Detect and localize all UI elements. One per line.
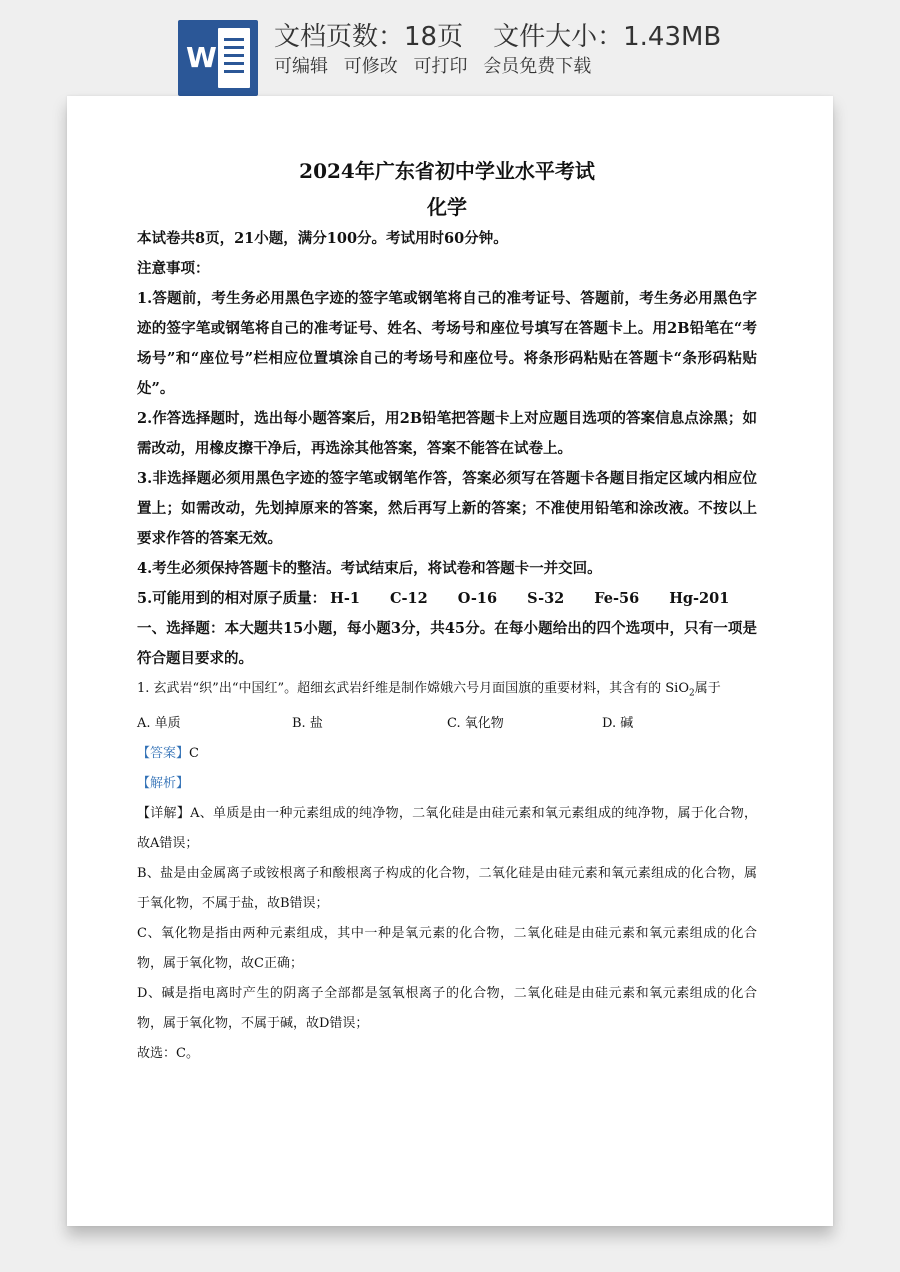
option-a: A. 单质	[137, 715, 181, 731]
detail-tag: 【详解】	[137, 805, 191, 821]
option-b: B. 盐	[292, 715, 323, 731]
detail-paragraph: B、盐是由金属离子或铵根离子和酸根离子构成的化合物，二氧化硅是由硅元素和氧元素组成的化合物，属于氧化物，不属于盐，故B错误；	[137, 865, 757, 911]
mass-item: Fe-56	[594, 590, 640, 607]
notice-item: 1.答题前，考生务必用黑色字迹的签字笔或钢笔将自己的准考证号、答题前，考生务必用黑色字迹的签字笔或钢笔将自己的准考证号、姓名、考场号和座位号填写在答题卡上。用2B铅笔在“考场号”和“座位号”栏相应位置填涂自己的考场号和座位号。将条形码粘贴在答题卡“条形码粘贴处”。	[137, 290, 757, 397]
answer-line	[137, 739, 757, 769]
conclusion: 故选：C。	[137, 1045, 199, 1061]
page-count: 文档页数：18页	[274, 22, 464, 52]
banner-features	[274, 54, 601, 80]
option-d: D. 碱	[602, 715, 634, 731]
document-page	[67, 96, 833, 1226]
mass-item: Hg-201	[669, 590, 730, 607]
mass-item: C-12	[389, 590, 428, 607]
answer-tag: 【答案】	[137, 745, 190, 761]
section-heading: 一、选择题：本大题共15小题，每小题3分，共45分。在每小题给出的四个选项中，只有一项是符合题目要求的。	[137, 620, 757, 667]
file-size: 文件大小：1.43MB	[493, 22, 722, 52]
detail-paragraph: 【详解】A、单质是由一种元素组成的纯净物，二氧化硅是由硅元素和氧元素组成的纯净物，属于化合物，故A错误；	[137, 805, 757, 851]
analysis-line	[137, 769, 757, 799]
analysis-tag: 【解析】	[137, 775, 190, 791]
feature-modifiable: 可修改	[343, 56, 398, 77]
option-c: C. 氧化物	[447, 715, 504, 731]
notice-heading: 注意事项：	[137, 260, 210, 277]
answer-value: C	[189, 745, 199, 761]
feature-printable: 可打印	[413, 56, 468, 77]
document-lines-icon	[218, 28, 250, 88]
word-letter: W	[186, 41, 217, 74]
exam-info: 本试卷共8页，21小题，满分100分。考试用时60分钟。	[137, 230, 508, 247]
question-options	[137, 709, 757, 739]
page-content	[137, 156, 757, 1069]
notice-item: 3.非选择题必须用黑色字迹的签字笔或钢笔作答，答案必须写在答题卡各题目指定区域内相应位置上；如需改动，先划掉原来的答案，然后再写上新的答案；不准使用铅笔和涂改液。不按以上要求作答的答案无效。	[137, 470, 757, 547]
banner-title	[274, 20, 721, 54]
masses-label: 5.可能用到的相对原子质量：	[137, 590, 327, 607]
exam-title: 2024年广东省初中学业水平考试	[299, 159, 595, 183]
detail-paragraph: C、氧化物是指由两种元素组成，其中一种是氧元素的化合物，二氧化硅是由硅元素和氧元素组成的化合物，属于氧化物，故C正确；	[137, 925, 757, 971]
download-banner	[0, 0, 900, 96]
question-stem: 1. 玄武岩“织”出“中国红”。超细玄武岩纤维是制作嫦娥六号月面国旗的重要材料，其含有的 SiO$_2$属于	[137, 681, 721, 699]
word-icon	[178, 20, 258, 96]
mass-item: S-32	[527, 590, 565, 607]
feature-member-download: 会员免费下载	[483, 56, 592, 77]
notice-item: 4.考生必须保持答题卡的整洁。考试结束后，将试卷和答题卡一并交回。	[137, 560, 602, 577]
exam-subject: 化学	[427, 195, 467, 219]
feature-editable: 可编辑	[274, 56, 328, 77]
mass-item: H-1	[330, 590, 360, 607]
mass-item: O-16	[457, 590, 498, 607]
detail-paragraph: D、碱是指电离时产生的阴离子全部都是氢氧根离子的化合物，二氧化硅是由硅元素和氧元素组成的化合物，属于氧化物，不属于碱，故D错误；	[137, 985, 757, 1031]
notice-item: 2.作答选择题时，选出每小题答案后，用2B铅笔把答题卡上对应题目选项的答案信息点涂黑；如需改动，用橡皮擦干净后，再选涂其他答案，答案不能答在试卷上。	[137, 410, 757, 457]
atomic-masses	[137, 584, 757, 614]
